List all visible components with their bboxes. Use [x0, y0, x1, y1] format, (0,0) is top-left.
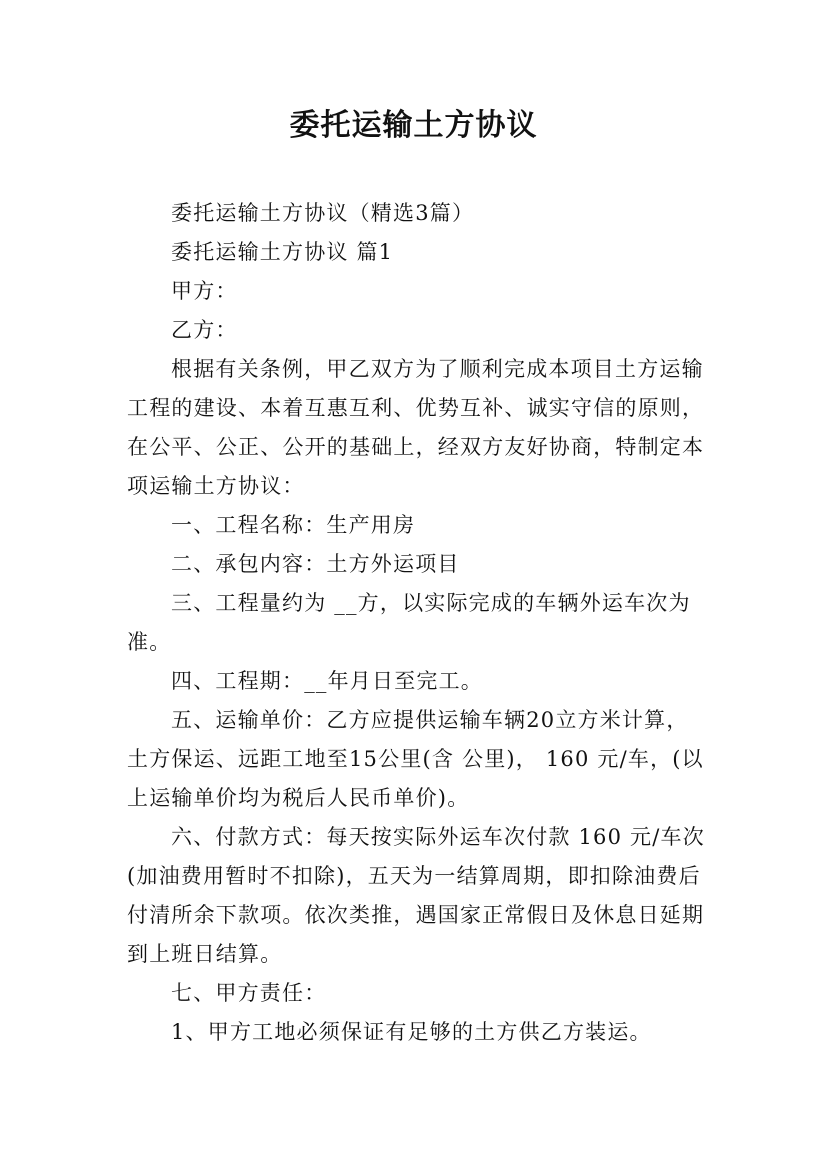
preamble-paragraph: 根据有关条例，甲乙双方为了顺利完成本项目土方运输工程的建设、本着互惠互利、优势互补、诚实守信的原则，在公平、公正、公开的基础上，经双方友好协商，特制定本项运输土方协议： — [127, 357, 705, 498]
clause-6: 六、付款方式：每天按实际外运车次付款 160 元/车次(加油费用暂时不扣除)，五天为一结算周期，即扣除油费后付清所余下款项。依次类推，遇国家正常假日及休息日延期到上班日结算。 — [127, 825, 705, 966]
clause-4: 四、工程期：__年月日至完工。 — [171, 669, 483, 693]
clause-7-heading: 七、甲方责任： — [171, 981, 327, 1005]
clause-3: 三、工程量约为 __方，以实际完成的车辆外运车次为准。 — [127, 591, 691, 654]
clause-2: 二、承包内容：土方外运项目 — [171, 552, 460, 576]
subtitle-paragraph: 委托运输土方协议（精选3篇） — [171, 201, 475, 225]
party-a-line: 甲方： — [171, 279, 238, 303]
party-b-line: 乙方： — [171, 318, 238, 342]
document-title: 委托运输土方协议 — [289, 108, 538, 143]
section-heading-paragraph: 委托运输土方协议 篇1 — [171, 240, 394, 264]
document-body — [127, 194, 707, 1052]
clause-1: 一、工程名称：生产用房 — [171, 513, 416, 537]
clause-7-item-1: 1、甲方工地必须保证有足够的土方供乙方装运。 — [171, 1020, 652, 1044]
clause-5: 五、运输单价：乙方应提供运输车辆20立方米计算，土方保运、远距工地至15公里(含 公里)， 160 元/车，(以上运输单价均为税后人民币单价)。 — [127, 708, 704, 810]
